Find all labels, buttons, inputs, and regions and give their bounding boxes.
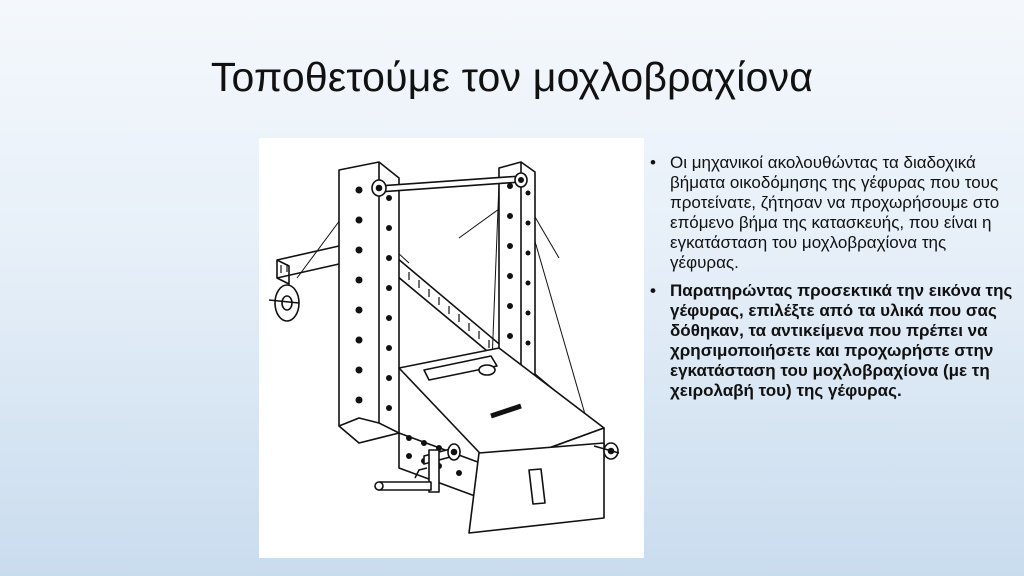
bullet-item (646, 281, 1016, 401)
slide-title: Τοποθετούμε τον μοχλοβραχίονα (210, 54, 814, 100)
bridge-lever-drawing-icon (259, 138, 644, 558)
bullet-dot-icon: • (650, 281, 656, 300)
bullet-dot-icon: • (650, 153, 656, 172)
bullet-text: Οι μηχανικοί ακολουθώντας τα διαδοχικά βήματα οικοδόμησης της γέφυρας που τους προτείνατε, ζήτησαν να προχωρήσουμε στο επόμενο βήμα της κατασκευής, που είναι η εγκατάσταση του μοχλοβραχίονα της γέφυρας. (670, 153, 1000, 272)
bridge-lever-illustration (259, 138, 644, 558)
bullet-item (646, 153, 1016, 273)
bullet-list (646, 153, 1016, 409)
bullet-text: Παρατηρώντας προσεκτικά την εικόνα της γέφυρας, επιλέξτε από τα υλικά που σας δόθηκαν, τα αντικείμενα που πρέπει να χρησιμοποιήσετε και προχωρήστε στην εγκατάσταση του μοχλοβραχίονα (με τη χειρολαβή του) της γέφυρας. (670, 281, 1013, 400)
